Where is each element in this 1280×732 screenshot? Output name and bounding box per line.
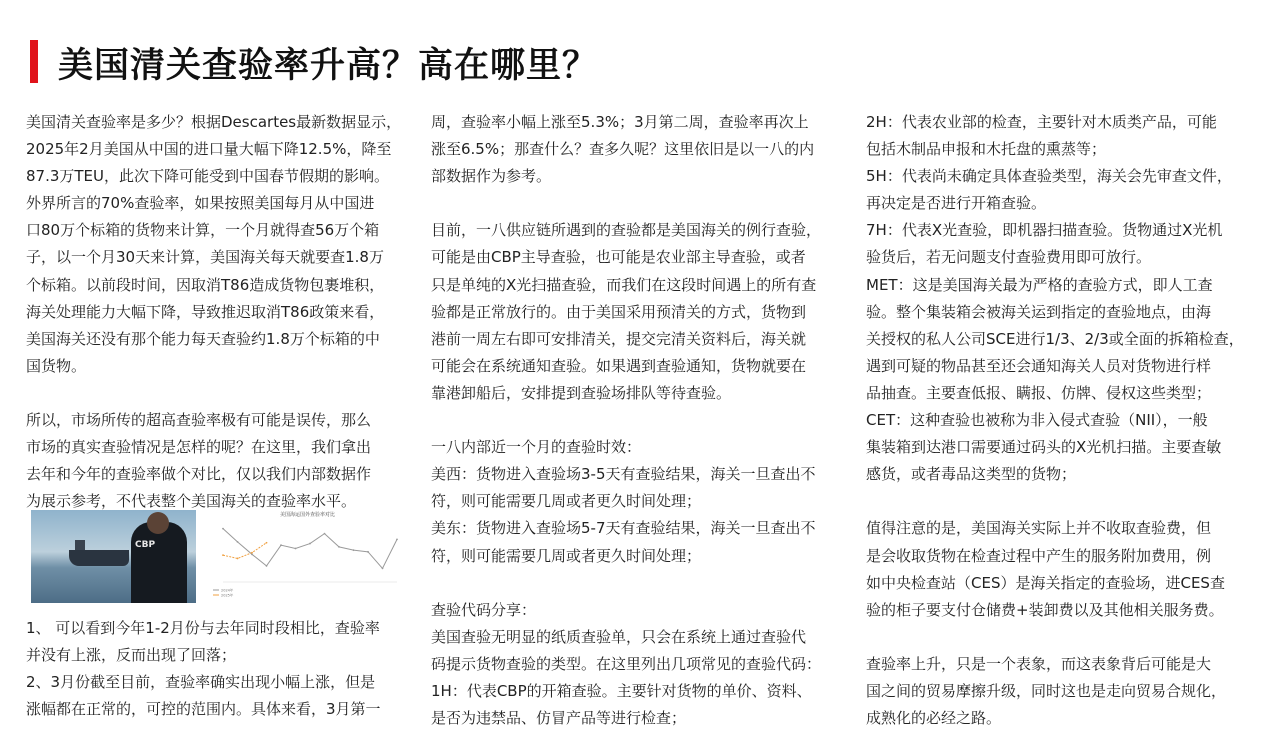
text-line: 部数据作为参考。 bbox=[431, 167, 552, 186]
text-line: 港前一周左右即可安排清关，提交完清关资料后，海关就 bbox=[431, 329, 807, 348]
text-line: 感货，或者毒品这类型的货物； bbox=[866, 465, 1077, 484]
text-line: 遇到可疑的物品甚至还会通知海关人员对货物进行样 bbox=[866, 356, 1212, 375]
paragraph-gap bbox=[26, 380, 410, 407]
data-point bbox=[222, 554, 224, 556]
text-line: MET：这是美国海关最为严格的查验方式，即人工查 bbox=[866, 275, 1213, 294]
legend-label: 2024年 bbox=[221, 588, 234, 593]
text-line: 涨至6.5%；那查什么？查多久呢？这里依旧是以一八的内 bbox=[431, 140, 815, 159]
text-line: 国之间的贸易摩擦升级，同时这也是走向贸易合规化， bbox=[866, 681, 1227, 700]
text-line: 为展示参考，不代表整个美国海关的查验率水平。 bbox=[26, 492, 357, 511]
text-line: 验的柜子要支付仓储费+装卸费以及其他相关服务费。 bbox=[866, 600, 1224, 619]
text-line: 如中央检查站（CES）是海关指定的查验场，进CES查 bbox=[866, 573, 1225, 592]
data-point bbox=[367, 551, 369, 553]
text-line: 美国查验无明显的纸质查验单，只会在系统上通过查验代 bbox=[431, 627, 807, 646]
text-line: 查验代码分享： bbox=[431, 600, 537, 619]
legend-label: 2025年 bbox=[221, 593, 234, 598]
text-line: 外界所言的70%查验率，如果按照美国每月从中国进 bbox=[26, 194, 375, 213]
col1-para-2 bbox=[26, 407, 410, 515]
text-line: 美东：货物进入查验场5-7天有查验结果，海关一旦查出不 bbox=[431, 519, 816, 538]
text-line: 子，以一个月30天来计算，美国海关每天就要查1.8万 bbox=[26, 248, 384, 267]
text-line: CET：这种查验也被称为非入侵式查验（NII），一般 bbox=[866, 411, 1208, 430]
text-line: 查验率上升，只是一个表象，而这表象背后可能是大 bbox=[866, 654, 1212, 673]
text-line: 1、 可以看到今年1-2月份与去年同时段相比，查验率 bbox=[26, 619, 380, 637]
data-point bbox=[222, 528, 224, 530]
text-line: 包括木制品申报和木托盘的熏蒸等； bbox=[866, 140, 1107, 159]
text-line: 国货物。 bbox=[26, 356, 87, 375]
paragraph-gap bbox=[431, 190, 843, 217]
data-point bbox=[338, 546, 340, 548]
officer-head bbox=[147, 512, 169, 534]
paragraph-gap bbox=[431, 570, 843, 597]
series-line-1 bbox=[223, 543, 267, 559]
text-line: 关授权的私人公司SCE进行1/3、2/3或全面的拆箱检查， bbox=[866, 329, 1244, 348]
text-line: 靠港卸船后，安排提到查验场排队等待查验。 bbox=[431, 383, 732, 402]
text-line: 验。整个集装箱会被海关运到指定的查验地点，由海 bbox=[866, 302, 1212, 321]
text-line: 是会收取货物在检查过程中产生的服务附加费用，例 bbox=[866, 546, 1212, 565]
series-line-0 bbox=[223, 529, 397, 569]
cargo-ship bbox=[69, 550, 129, 566]
text-line: 2025年2月美国从中国的进口量大幅下降12.5%，降至 bbox=[26, 140, 392, 159]
page-title: 美国清关查验率升高？高在哪里？ bbox=[58, 45, 599, 86]
text-line: 符，则可能需要几周或者更久时间处理； bbox=[431, 492, 702, 511]
data-point bbox=[353, 549, 355, 551]
text-line: 可能会在系统通知查验。如果遇到查验通知，货物就要在 bbox=[431, 356, 807, 375]
title-accent-bar bbox=[30, 40, 38, 83]
text-line: 去年和今年的查验率做个对比，仅以我们内部数据作 bbox=[26, 465, 372, 484]
col2-para-2 bbox=[431, 217, 843, 407]
text-line: 再决定是否进行开箱查验。 bbox=[866, 194, 1047, 213]
data-point bbox=[266, 542, 268, 544]
text-line: 涨幅都在正常的，可控的范围内。具体来看，3月第一 bbox=[26, 700, 381, 719]
column-1 bbox=[26, 109, 410, 515]
text-line: 所以，市场所传的超高查验率极有可能是误传，那么 bbox=[26, 411, 372, 430]
col2-para-3 bbox=[431, 434, 843, 569]
text-line: 集装箱到达港口需要通过码头的X光机扫描。主要查敏 bbox=[866, 438, 1222, 457]
figure-row bbox=[31, 510, 406, 603]
text-line: 是否为违禁品、仿冒产品等进行检查； bbox=[431, 709, 687, 728]
col1-para-1 bbox=[26, 109, 410, 380]
col2-para-4 bbox=[431, 597, 843, 732]
text-line: 1H：代表CBP的开箱查验。主要针对货物的单价、资料、 bbox=[431, 681, 812, 700]
data-point bbox=[237, 541, 239, 543]
paragraph-gap bbox=[866, 624, 1254, 651]
text-line: 美国海关还没有那个能力每天查验约1.8万个标箱的中 bbox=[26, 329, 380, 348]
text-line: 美国清关查验率是多少？根据Descartes最新数据显示， bbox=[26, 113, 402, 131]
data-point bbox=[251, 552, 253, 554]
text-line: 可能是由CBP主导查验，也可能是农业部主导查验，或者 bbox=[431, 248, 806, 267]
text-line: 7H：代表X光查验，即机器扫描查验。货物通过X光机 bbox=[866, 221, 1223, 240]
text-line: 一八内部近一个月的查验时效： bbox=[431, 438, 642, 457]
text-line: 目前，一八供应链所遇到的查验都是美国海关的例行查验， bbox=[431, 221, 822, 240]
text-line: 5H：代表尚未确定具体查验类型，海关会先审查文件， bbox=[866, 167, 1232, 186]
col3-para-1 bbox=[866, 109, 1254, 488]
text-line: 验货后，若无问题支付查验费用即可放行。 bbox=[866, 248, 1152, 267]
text-line: 个标箱。以前段时间，因取消T86造成货物包裹堆积， bbox=[26, 275, 385, 294]
data-point bbox=[309, 543, 311, 545]
cbp-officer-photo bbox=[31, 510, 196, 603]
text-line: 2、3月份截至目前，查验率确实出现小幅上涨，但是 bbox=[26, 673, 376, 692]
text-line: 海关处理能力大幅下降，导致推迟取消T86政策来看， bbox=[26, 302, 385, 321]
text-line: 美西：货物进入查验场3-5天有查验结果，海关一旦查出不 bbox=[431, 465, 816, 484]
column-2 bbox=[431, 109, 843, 732]
data-point bbox=[251, 553, 253, 555]
text-line: 值得注意的是，美国海关实际上并不收取查验费，但 bbox=[866, 519, 1212, 538]
text-line: 2H：代表农业部的检查，主要针对木质类产品，可能 bbox=[866, 113, 1217, 131]
text-line: 口80万个标箱的货物来计算，一个月就得查56万个箱 bbox=[26, 221, 380, 240]
text-line: 成熟化的必经之路。 bbox=[866, 709, 1002, 728]
column-1-continued bbox=[26, 615, 410, 723]
text-line: 并没有上涨，反而出现了回落； bbox=[26, 646, 237, 665]
text-line: 品抽查。主要查低报、瞒报、仿牌、侵权这些类型； bbox=[866, 383, 1212, 402]
data-point bbox=[324, 533, 326, 535]
text-line: 验都是正常放行的。由于美国采用预清关的方式，货物到 bbox=[431, 302, 807, 321]
col2-para-1 bbox=[431, 109, 843, 190]
paragraph-gap bbox=[431, 407, 843, 434]
inspection-rate-chart bbox=[209, 510, 406, 603]
data-point bbox=[295, 548, 297, 550]
text-line: 只是单纯的X光扫描查验，而我们在这段时间遇上的所有查 bbox=[431, 275, 817, 294]
data-point bbox=[237, 558, 239, 560]
chart-plot bbox=[209, 510, 406, 603]
data-point bbox=[382, 568, 384, 570]
officer-silhouette bbox=[131, 522, 187, 603]
col3-para-2 bbox=[866, 515, 1254, 623]
text-line: 87.3万TEU，此次下降可能受到中国春节假期的影响。 bbox=[26, 167, 390, 186]
data-point bbox=[396, 539, 398, 541]
chart-title: 美国海运国外查验率对比 bbox=[279, 512, 335, 518]
cbp-badge-text: CBP bbox=[135, 540, 156, 550]
text-line: 市场的真实查验情况是怎样的呢？在这里，我们拿出 bbox=[26, 438, 372, 457]
column-3 bbox=[866, 109, 1254, 732]
paragraph-gap bbox=[866, 488, 1254, 515]
text-line: 周，查验率小幅上涨至5.3%；3月第二周，查验率再次上 bbox=[431, 113, 809, 131]
text-line: 符，则可能需要几周或者更久时间处理； bbox=[431, 546, 702, 565]
data-point bbox=[280, 544, 282, 546]
data-point bbox=[266, 565, 268, 567]
text-line: 码提示货物查验的类型。在这里列出几项常见的查验代码： bbox=[431, 654, 822, 673]
